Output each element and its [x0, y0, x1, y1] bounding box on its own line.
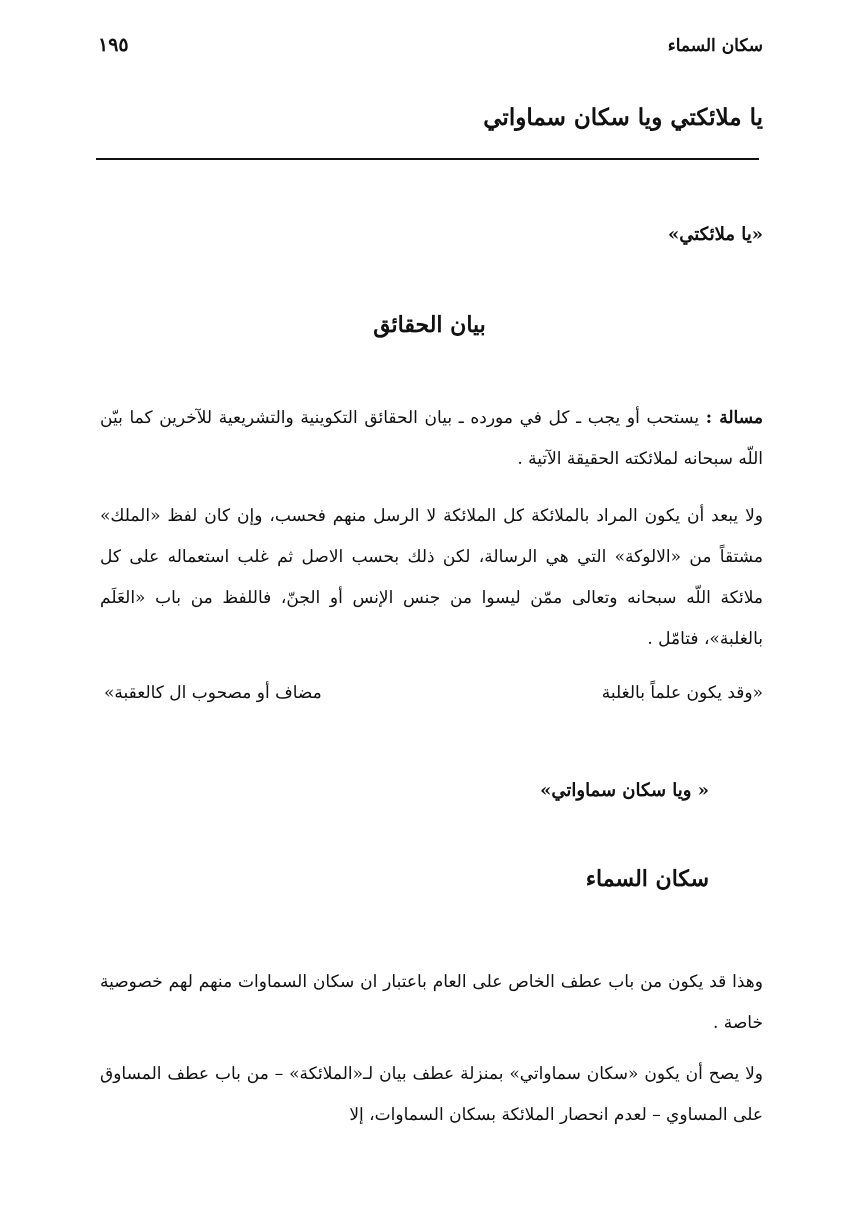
verse-hemistich-first: «وقد يكون علماً بالغلبة: [601, 683, 763, 703]
quote-heading-inhabitants: « ويا سكان سماواتي»: [540, 780, 709, 801]
title-divider: [96, 158, 759, 160]
paragraph-issue: [100, 398, 763, 480]
section-heading-facts: بيان الحقائق: [373, 312, 486, 338]
paragraph-angels-meaning: ولا يبعد أن يكون المراد بالملائكة كل الملائكة لا الرسل منهم فحسب، وإن كان لفظ «الملك» مشتقاً من «الالوكة» التي هي الرسالة، لكن ذلك بحسب الاصل ثم غلب استعماله على كل ملائكة اللّه سبحانه وتعالى ممّن ليسوا من جنس الإنس أو الجنّ، فاللفظ من باب «العَلَم بالغلبة»، فتامّل .: [100, 506, 763, 649]
section-heading-sky-inhabitants: سكان السماء: [585, 866, 709, 892]
verse-hemistich-second: مضاف أو مصحوب ال كالعقبة»: [104, 683, 322, 703]
issue-label: مسالة :: [705, 408, 763, 428]
paragraph-specific-general: وهذا قد يكون من باب عطف الخاص على العام باعتبار ان سكان السماوات منهم لهم خصوصية خاصة .: [100, 972, 763, 1033]
paragraph-apposition: ولا يصح أن يكون «سكان سماواتي» بمنزلة عطف بيان لـ«الملائكة» – من باب عطف المساوق على المساوي – لعدم انحصار الملائكة بسكان السماوات، إلا: [100, 1064, 763, 1125]
page-number: ١٩٥: [98, 34, 129, 56]
poetry-verse: [100, 683, 763, 703]
chapter-title: يا ملائكتي ويا سكان سماواتي: [483, 104, 763, 131]
running-title: سكان السماء: [667, 36, 763, 56]
issue-text: يستحب أو يجب ـ كل في مورده ـ بيان الحقائق التكوينية والتشريعية للآخرين كما بيّن اللّه سبحانه لملائكته الحقيقة الآتية .: [100, 408, 763, 469]
quote-heading-angels: «يا ملائكتي»: [667, 224, 763, 245]
